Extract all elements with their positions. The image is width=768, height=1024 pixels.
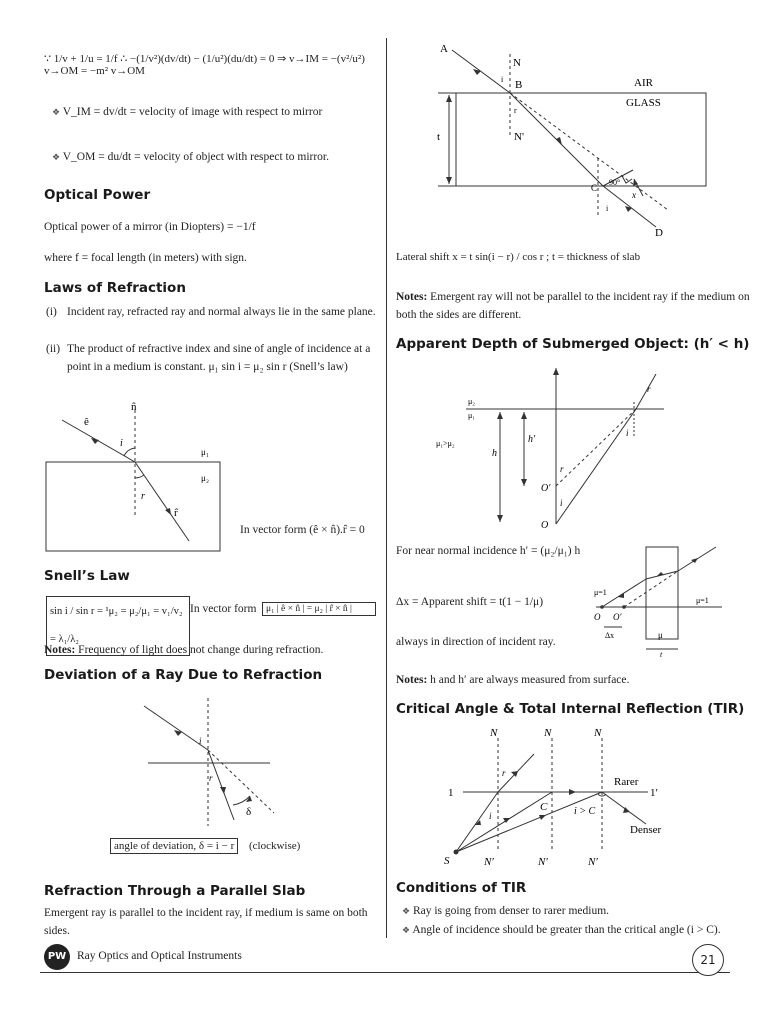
heading-optical-power: Optical Power	[44, 187, 151, 203]
deviation-direction: (clockwise)	[249, 840, 301, 852]
denser-label: Denser	[630, 824, 662, 836]
heading-laws-of-refraction: Laws of Refraction	[44, 280, 186, 296]
slab	[646, 547, 678, 639]
object-o-label: O	[541, 520, 549, 531]
mu-label: μ	[658, 630, 663, 640]
lateral-shift-note	[396, 288, 756, 324]
note-label: Notes:	[396, 291, 428, 303]
snell-formula-box: sin i / sin r = ¹μ₂ = μ₂/μ₁ = v₁/v₂ = λ₁/λ₂	[46, 596, 190, 656]
arrow-icon	[497, 515, 503, 522]
ray-2	[456, 792, 552, 852]
lateral-shift-formula: Lateral shift x = t sin(i − r) / cos r ; t = thickness of slab	[396, 251, 641, 263]
vector-form-text: In vector form (ê × n̂).r̂ = 0	[240, 524, 365, 536]
law-1-text: Incident ray, refracted ray and normal always lie in the same plane.	[67, 306, 376, 318]
snell-note	[44, 641, 379, 659]
deviation-figure	[138, 698, 288, 828]
angle-i-label-2: i	[606, 204, 609, 213]
condition-label: μ₁>μ₂	[436, 439, 455, 448]
parallel-slab-text: Emergent ray is parallel to the incident ray, if medium is same on both sides.	[44, 907, 368, 937]
air-label: AIR	[634, 77, 653, 89]
shift-x-label: x	[632, 190, 636, 200]
angle-i-label: i	[501, 75, 504, 84]
page-number-badge: 21	[692, 944, 724, 976]
normal-n-prime-label-3: N′	[588, 856, 598, 868]
point-b-label: B	[515, 79, 523, 91]
rarer-label: Rarer	[614, 776, 639, 788]
normal-n-label-1: N	[490, 727, 498, 739]
heading-apparent-depth: Apparent Depth of Submerged Object: (h′ < h)	[396, 336, 750, 352]
medium-2-box	[46, 462, 220, 551]
apparent-depth-note	[396, 671, 756, 689]
note-label: Notes:	[396, 674, 428, 686]
e-hat-label: ê	[84, 416, 89, 428]
glass-slab	[456, 93, 706, 186]
arrow-icon	[556, 137, 562, 145]
normal-n-label: N	[513, 57, 521, 69]
focal-length-note: where f = focal length (in meters) with sign.	[44, 252, 247, 264]
angle-i-label: i	[489, 811, 492, 821]
law-1-number: (i)	[46, 306, 57, 318]
bullet-icon: ❖	[402, 906, 411, 916]
mu2-label: μ₂	[468, 397, 476, 406]
h-label: h	[492, 448, 497, 459]
bullet-velocity-object	[52, 148, 382, 166]
critical-c-label: C	[540, 801, 548, 813]
arrow-icon	[553, 368, 559, 375]
arrow-icon	[165, 508, 171, 515]
shift-direction-text: always in direction of incident ray.	[396, 636, 556, 648]
bullet-text: Angle of incidence should be greater than the critical angle (i > C).	[412, 924, 721, 936]
tir-figure	[444, 724, 708, 872]
normal-n-prime-label-2: N′	[538, 856, 548, 868]
mu1-label: μ₁	[468, 411, 476, 420]
angle-i-label: i	[199, 736, 202, 746]
mu1-label: μ₁	[201, 447, 209, 457]
incident-ray	[452, 50, 510, 93]
h-prime-label: h′	[528, 434, 536, 445]
note-label: Notes:	[44, 644, 76, 656]
refracted-ray	[636, 374, 656, 409]
pw-logo-icon: PW	[44, 944, 70, 970]
apparent-shift-formula: Δx = Apparent shift = t(1 − 1/μ)	[396, 596, 544, 608]
arrow-icon	[473, 69, 481, 75]
note-text: Emergent ray will not be parallel to the incident ray if the medium on both the sides are different.	[396, 291, 750, 321]
footer-chapter-title: Ray Optics and Optical Instruments	[77, 950, 242, 962]
slab-figure	[438, 40, 728, 240]
note-text: h and h′ are always measured from surface.	[430, 674, 630, 686]
heading-snells-law: Snell’s Law	[44, 568, 130, 584]
law-2-text: The product of refractive index and sine of angle of incidence at a point in a medium is constant. μ₁ sin i = μ₂ sin r (Snell’s law)	[67, 343, 371, 373]
angle-r-label: r	[560, 464, 564, 474]
tir-condition-2	[402, 921, 762, 939]
normal-n-label-3: N	[594, 727, 602, 739]
arrow-icon	[220, 787, 226, 794]
note-text: Frequency of light does not change during refraction.	[78, 644, 324, 656]
mu-left-label: μ=1	[594, 588, 607, 597]
refraction-figure	[44, 398, 234, 554]
thickness-t-label: t	[437, 131, 441, 143]
normal-n-prime-label-1: N′	[484, 856, 494, 868]
deviation-formula-box: angle of deviation, δ = i − r	[110, 838, 238, 854]
angle-r-label: r	[502, 768, 506, 778]
bullet-icon: ❖	[52, 152, 61, 162]
snell-vector-label: In vector form	[190, 603, 257, 615]
delta-label: δ	[246, 806, 252, 818]
heading-deviation: Deviation of a Ray Due to Refraction	[44, 667, 323, 683]
refracted-ray	[208, 750, 234, 820]
bullet-icon: ❖	[52, 107, 61, 117]
virtual-ray	[624, 571, 678, 607]
point-d-label: D	[655, 227, 663, 239]
law-2-number: (ii)	[46, 343, 61, 355]
arrow-icon	[521, 412, 527, 419]
bullet-text: V_IM = dv/dt = velocity of image with respect to mirror	[62, 106, 323, 118]
optical-power-line: Optical power of a mirror (in Diopters) = −1/f	[44, 221, 256, 233]
dx-label: Δx	[605, 631, 615, 640]
mu2-label: μ₂	[201, 473, 209, 483]
r-hat-label: r̂	[174, 507, 178, 519]
snell-vector-formula: μ₁ | ê × n̂ | = μ₂ | r̂ × n̂ |	[262, 602, 376, 616]
undeviated-path	[510, 93, 668, 210]
ray-3-reflected	[602, 792, 646, 824]
point-c-label: C	[591, 183, 598, 193]
mu-right-label: μ=1	[696, 596, 709, 605]
incident-ray	[556, 409, 636, 524]
o-label: O	[594, 612, 601, 622]
angle-i-label: i	[120, 438, 123, 449]
ray-3	[456, 792, 602, 852]
slab-shift-figure	[594, 545, 724, 657]
arrow-icon	[625, 206, 632, 212]
near-normal-formula: For near normal incidence h′ = (μ₂/μ₁) h	[396, 545, 581, 557]
glass-label: GLASS	[626, 97, 661, 109]
footer-rule	[40, 972, 730, 973]
arrow-icon	[446, 177, 452, 184]
angle-r-label: r	[514, 106, 517, 115]
emergent-ray	[603, 186, 656, 227]
angle-r-label-2: r	[647, 384, 651, 394]
n-hat-label: n̂	[131, 401, 137, 413]
o-prime-label: O′	[613, 612, 622, 622]
arrow-icon	[657, 572, 664, 576]
angle-i-label: i	[560, 498, 563, 508]
arrow-icon	[521, 479, 527, 486]
arrow-icon	[511, 771, 518, 777]
mirror-velocity-equation: ∵ 1/v + 1/u = 1/f ∴ −(1/v²)(dv/dt) − (1/u²)(du/dt) = 0 ⇒ v→IM = −(v²/u²) v→OM = −m² v→OM	[44, 53, 365, 77]
normal-n-label-2: N	[544, 727, 552, 739]
tir-condition-1	[402, 902, 752, 920]
heading-critical-angle-tir: Critical Angle & Total Internal Reflection (TIR)	[396, 701, 745, 717]
heading-conditions-of-tir: Conditions of TIR	[396, 880, 527, 896]
arrow-icon	[497, 412, 503, 419]
undeviated-path	[208, 750, 274, 813]
ray-1-prime-label: 1′	[650, 787, 658, 799]
bullet-text: V_OM = du/dt = velocity of object with respect to mirror.	[62, 151, 329, 163]
right-angle-label: 90°	[609, 178, 621, 187]
angle-r-label: r	[141, 491, 145, 502]
arrow-icon	[539, 815, 546, 820]
normal-n-prime-label: N'	[514, 131, 524, 143]
angle-i-label-2: i	[626, 428, 629, 438]
image-o-prime-label: O′	[541, 483, 551, 494]
bullet-icon: ❖	[402, 925, 411, 935]
angle-r-label: r	[209, 773, 213, 783]
column-divider	[386, 38, 387, 938]
i-greater-c-label: i > C	[574, 806, 596, 817]
point-a-label: A	[440, 43, 448, 55]
t-label: t	[660, 650, 663, 659]
apparent-depth-figure	[436, 364, 676, 534]
source-s-label: S	[444, 855, 450, 867]
ray-1-label: 1	[448, 787, 454, 799]
bullet-velocity-image	[52, 103, 382, 121]
arrow-icon	[618, 593, 624, 598]
heading-parallel-slab: Refraction Through a Parallel Slab	[44, 883, 306, 899]
arrow-icon	[446, 95, 452, 102]
bullet-text: Ray is going from denser to rarer medium.	[412, 905, 610, 917]
virtual-ray	[556, 409, 636, 486]
arrow-icon	[569, 789, 576, 795]
